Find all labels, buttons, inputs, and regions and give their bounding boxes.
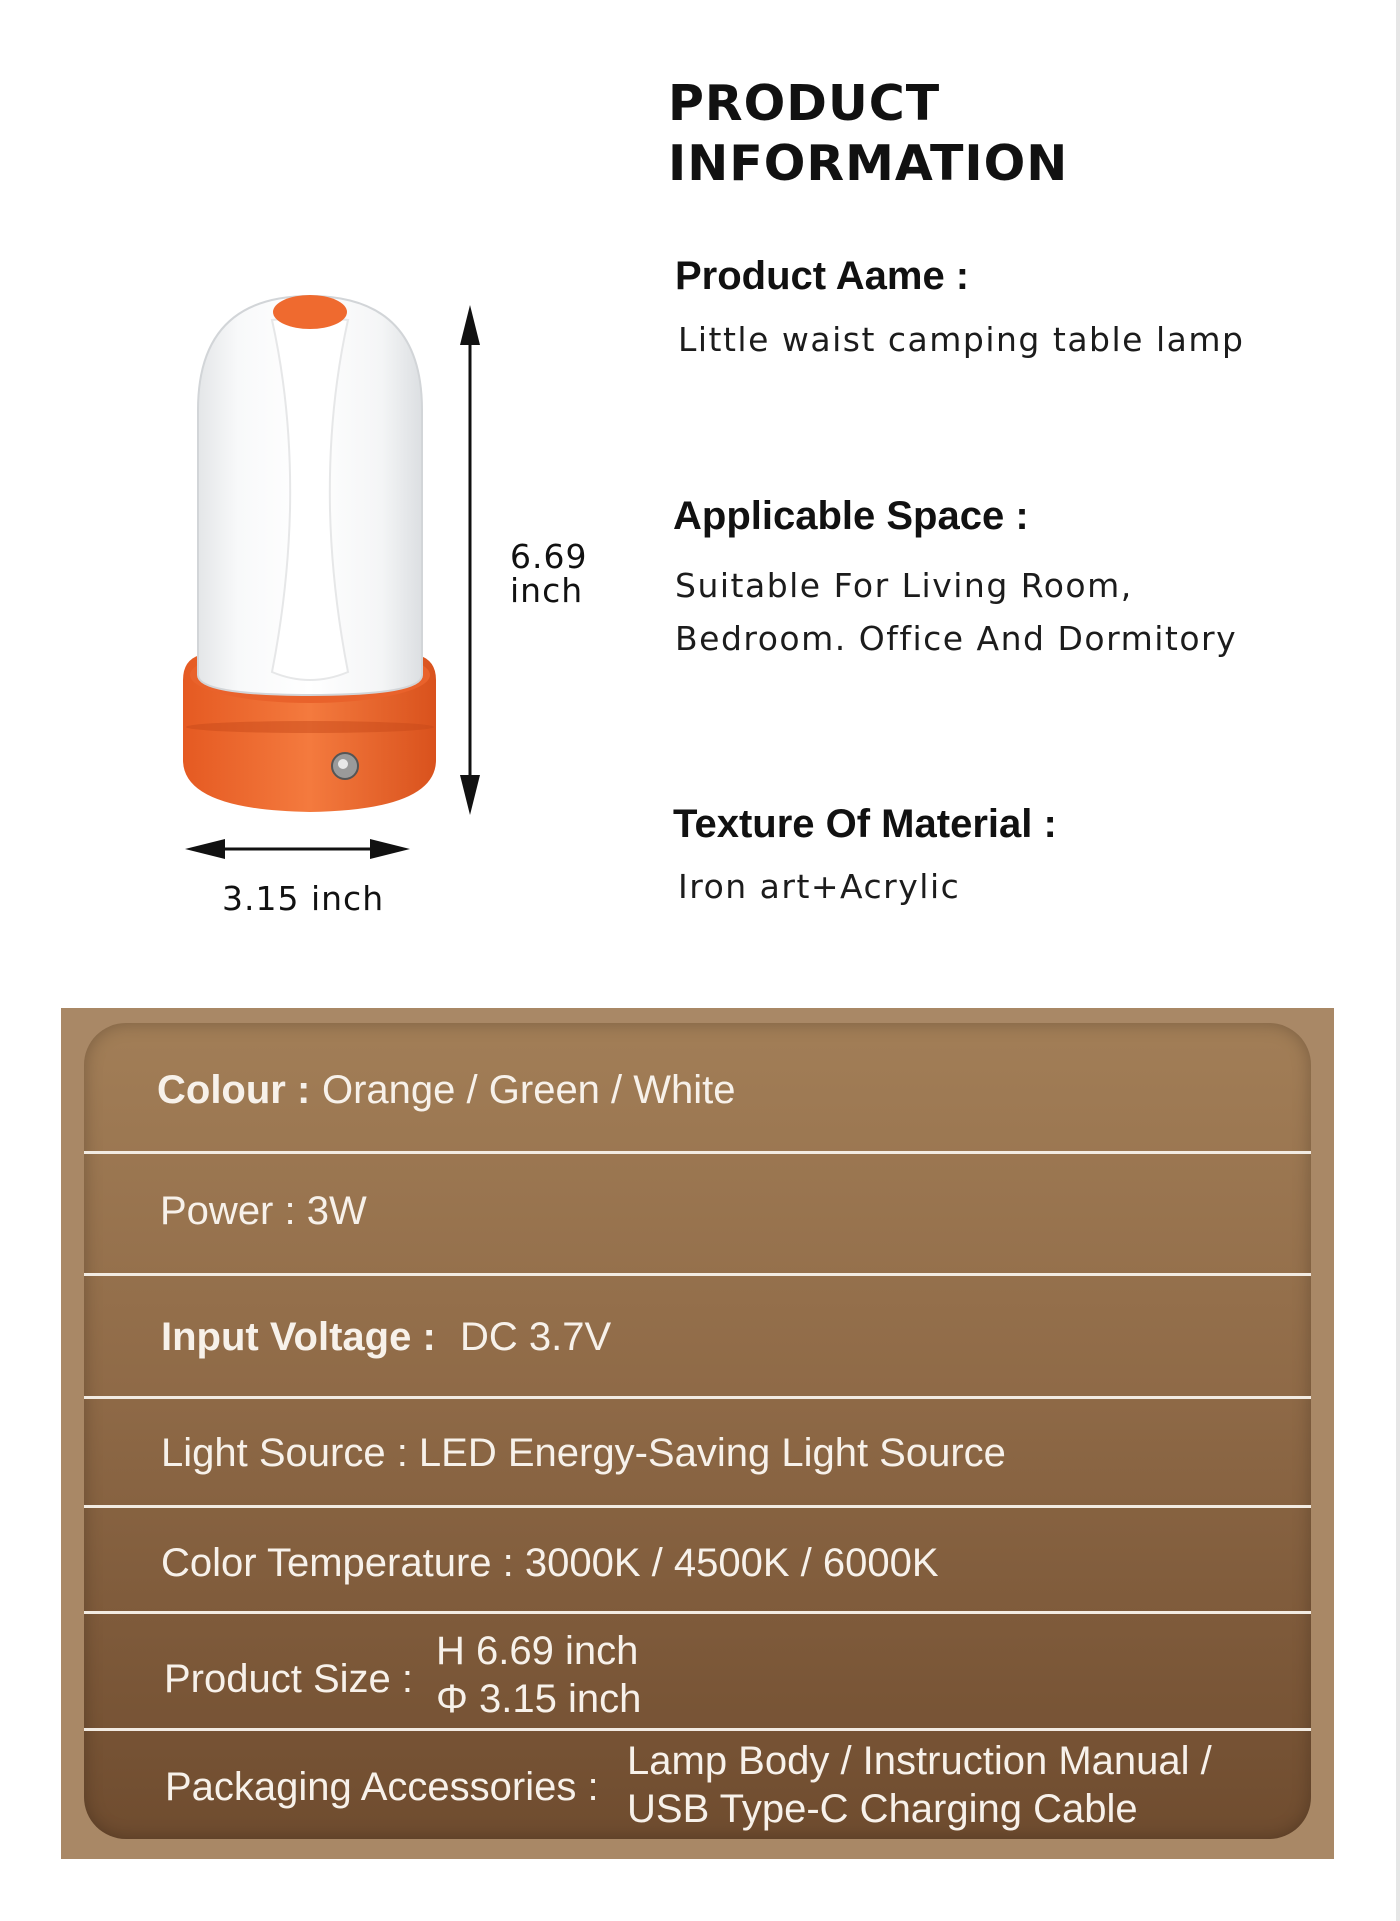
page-title <box>668 74 1068 194</box>
applicable-space-value-1: Suitable For Living Room, <box>675 566 1133 605</box>
height-unit: inch <box>510 571 584 610</box>
spec-row-packaging <box>84 1735 1311 1839</box>
width-dimension-arrow <box>185 836 410 862</box>
colour-value: Orange / Green / White <box>322 1068 736 1112</box>
colour-label: Colour : <box>157 1068 311 1112</box>
power-text: Power : 3W <box>160 1189 367 1233</box>
title-line-2: INFORMATION <box>668 135 1069 192</box>
spec-row-product-size <box>84 1627 1311 1737</box>
width-value: 3.15 inch <box>222 879 385 918</box>
row-divider <box>84 1273 1311 1276</box>
lamp-top-cap <box>273 295 347 329</box>
product-size-values <box>436 1627 641 1723</box>
voltage-label: Input Voltage : <box>161 1315 436 1359</box>
spec-panel <box>84 1023 1311 1839</box>
height-dimension-arrow <box>455 305 485 815</box>
material-label: Texture Of Material : <box>673 802 1057 846</box>
row-divider <box>84 1505 1311 1508</box>
product-size-height: H 6.69 inch <box>436 1629 639 1673</box>
light-source-text: Light Source : LED Energy-Saving Light Source <box>161 1431 1006 1475</box>
packaging-values <box>627 1737 1212 1833</box>
lamp-image <box>180 290 440 820</box>
color-temperature-text: Color Temperature : 3000K / 4500K / 6000K <box>161 1541 939 1585</box>
product-size-diameter: Φ 3.15 inch <box>436 1677 642 1721</box>
page-edge <box>1396 0 1400 1921</box>
row-divider <box>84 1151 1311 1154</box>
applicable-space-value-2: Bedroom. Office And Dormitory <box>675 619 1238 658</box>
product-name-label: Product Aame : <box>675 254 970 298</box>
row-divider <box>84 1728 1311 1731</box>
packaging-label: Packaging Accessories : <box>165 1765 599 1809</box>
applicable-space-label: Applicable Space : <box>673 494 1029 538</box>
spec-panel-frame <box>61 1008 1334 1859</box>
voltage-value: DC 3.7V <box>460 1315 612 1359</box>
row-divider <box>84 1396 1311 1399</box>
packaging-line-2: USB Type-C Charging Cable <box>627 1787 1138 1831</box>
product-name-value: Little waist camping table lamp <box>678 320 1245 359</box>
row-divider <box>84 1611 1311 1614</box>
packaging-line-1: Lamp Body / Instruction Manual / <box>627 1739 1212 1783</box>
height-value: 6.69 <box>510 537 588 576</box>
product-size-label: Product Size : <box>164 1657 414 1701</box>
title-line-1: PRODUCT <box>668 75 941 132</box>
material-value: Iron art+Acrylic <box>678 867 961 906</box>
